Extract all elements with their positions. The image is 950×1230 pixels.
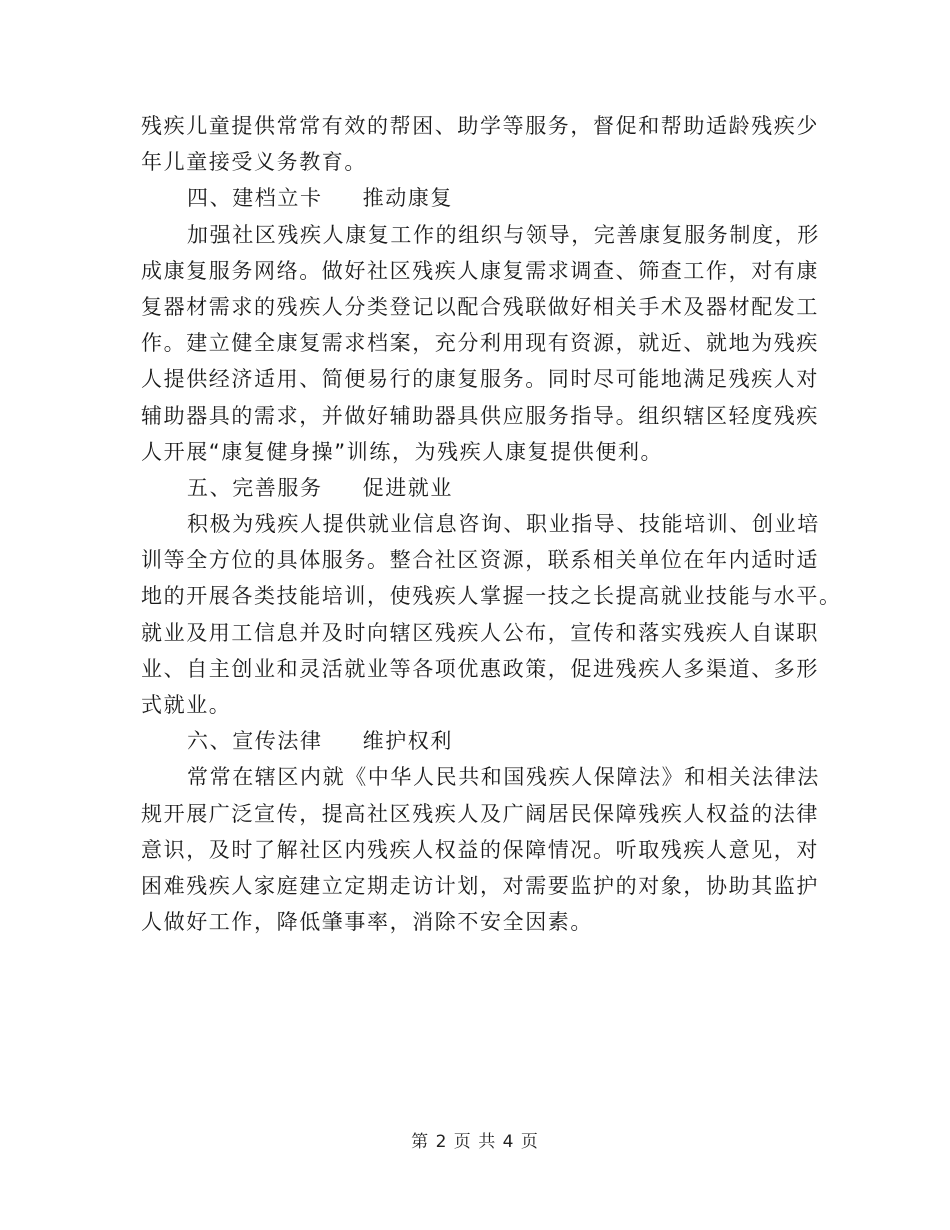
paragraph-line: 人做好工作，降低肇事率，消除不安全因素。	[141, 910, 593, 935]
paragraph-line: 加强社区残疾人康复工作的组织与领导，完善康复服务制度，形	[187, 222, 820, 247]
section-heading-4	[141, 180, 811, 216]
paragraph-line: 训等全方位的具体服务。整合社区资源，联系相关单位在年内适时适	[141, 548, 819, 573]
paragraph-line: 积极为残疾人提供就业信息咨询、职业指导、技能培训、创业培	[187, 512, 820, 537]
page-number-footer: 第 2 页 共 4 页	[411, 1132, 539, 1152]
paragraph-line: 业、自主创业和灵活就业等各项优惠政策，促进残疾人多渠道、多形	[141, 656, 819, 681]
paragraph-line: 规开展广泛宣传，提高社区残疾人及广阔居民保障残疾人权益的法律	[141, 801, 819, 826]
paragraph-line: 年儿童接受义务教育。	[141, 150, 367, 175]
paragraph-line: 意识，及时了解社区内残疾人权益的保障情况。听取残疾人意见，对	[141, 837, 819, 862]
paragraph-line: 作。建立健全康复需求档案，充分利用现有资源，就近、就地为残疾	[141, 331, 819, 356]
section-heading-6-title: 六、宣传法律	[187, 729, 323, 754]
paragraph-line: 辅助器具的需求，并做好辅助器具供应服务指导。组织辖区轻度残疾	[141, 403, 819, 428]
section-heading-5	[141, 470, 811, 506]
paragraph-line: 困难残疾人家庭建立定期走访计划，对需要监护的对象，协助其监护	[141, 873, 819, 898]
paragraph-line: 式就业。	[141, 693, 232, 717]
section-heading-4-subtitle: 推动康复	[362, 186, 454, 211]
paragraph-line: 残疾儿童提供常常有效的帮困、助学等服务，督促和帮助适龄残疾少	[141, 114, 819, 138]
section-heading-5-title: 五、完善服务	[187, 475, 323, 500]
paragraph-line: 复器材需求的残疾人分类登记以配合残联做好相关手术及器材配发工	[141, 294, 819, 319]
paragraph-line: 地的开展各类技能培训，使残疾人掌握一技之长提高就业技能与水平。	[141, 584, 842, 609]
paragraph-line: 人提供经济适用、简便易行的康复服务。同时尽可能地满足残疾人对	[141, 367, 819, 392]
paragraph-line: 人开展“康复健身操”训练，为残疾人康复提供便利。	[141, 439, 664, 464]
paragraph-line: 常常在辖区内就《中华人民共和国残疾人保障法》和相关法律法	[187, 765, 820, 790]
paragraph-line: 就业及用工信息并及时向辖区残疾人公布，宣传和落实残疾人自谋职	[141, 620, 819, 645]
section-heading-5-subtitle: 促进就业	[362, 475, 454, 500]
paragraph-line: 成康复服务网络。做好社区残疾人康复需求调查、筛查工作，对有康	[141, 258, 819, 283]
section-heading-6	[141, 723, 811, 759]
section-heading-6-subtitle: 维护权利	[362, 729, 454, 754]
section-heading-4-title: 四、建档立卡	[187, 186, 323, 211]
document-body	[141, 108, 842, 940]
